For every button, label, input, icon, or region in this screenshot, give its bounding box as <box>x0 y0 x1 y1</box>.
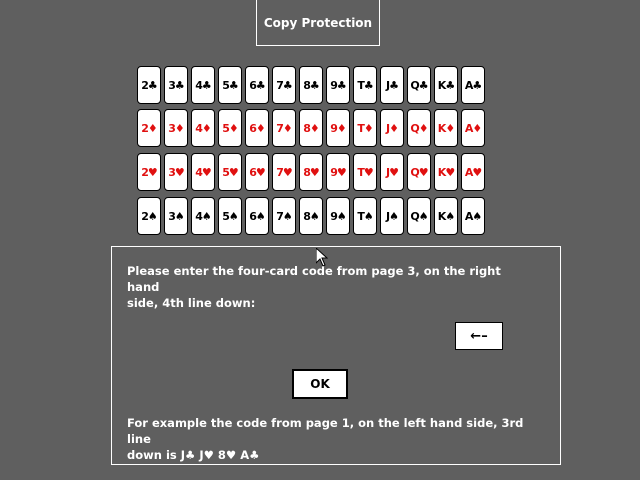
card-clubs-5[interactable]: 7♣ <box>272 66 296 104</box>
card-spades-1[interactable]: 3♠ <box>164 197 188 235</box>
card-diamonds-4[interactable]: 6♦ <box>245 109 269 147</box>
card-diamonds-5[interactable]: 7♦ <box>272 109 296 147</box>
card-clubs-11[interactable]: K♣ <box>434 66 458 104</box>
card-clubs-2[interactable]: 4♣ <box>191 66 215 104</box>
card-clubs-3[interactable]: 5♣ <box>218 66 242 104</box>
page-title: Copy Protection <box>256 0 380 46</box>
card-diamonds-6[interactable]: 8♦ <box>299 109 323 147</box>
card-hearts-9[interactable]: J♥ <box>380 153 404 191</box>
card-diamonds-11[interactable]: K♦ <box>434 109 458 147</box>
card-hearts-2[interactable]: 4♥ <box>191 153 215 191</box>
card-diamonds-7[interactable]: 9♦ <box>326 109 350 147</box>
card-diamonds-3[interactable]: 5♦ <box>218 109 242 147</box>
prompt-line-2: side, 4th line down: <box>127 296 256 310</box>
code-entry-dialog <box>111 246 561 465</box>
card-clubs-6[interactable]: 8♣ <box>299 66 323 104</box>
prompt-line-1: Please enter the four-card code from page 3, on the right hand <box>127 264 501 294</box>
card-spades-3[interactable]: 5♠ <box>218 197 242 235</box>
card-clubs-4[interactable]: 6♣ <box>245 66 269 104</box>
card-row-diamonds <box>137 109 488 149</box>
card-spades-12[interactable]: A♠ <box>461 197 485 235</box>
card-row-hearts <box>137 153 488 193</box>
card-spades-8[interactable]: T♠ <box>353 197 377 235</box>
card-spades-9[interactable]: J♠ <box>380 197 404 235</box>
card-hearts-1[interactable]: 3♥ <box>164 153 188 191</box>
example-text <box>127 415 537 463</box>
card-diamonds-12[interactable]: A♦ <box>461 109 485 147</box>
card-hearts-11[interactable]: K♥ <box>434 153 458 191</box>
card-hearts-4[interactable]: 6♥ <box>245 153 269 191</box>
card-hearts-0[interactable]: 2♥ <box>137 153 161 191</box>
ok-button[interactable]: OK <box>292 369 348 399</box>
card-spades-0[interactable]: 2♠ <box>137 197 161 235</box>
card-diamonds-8[interactable]: T♦ <box>353 109 377 147</box>
card-spades-7[interactable]: 9♠ <box>326 197 350 235</box>
card-diamonds-2[interactable]: 4♦ <box>191 109 215 147</box>
card-hearts-8[interactable]: T♥ <box>353 153 377 191</box>
card-diamonds-10[interactable]: Q♦ <box>407 109 431 147</box>
card-clubs-0[interactable]: 2♣ <box>137 66 161 104</box>
card-row-spades <box>137 197 488 237</box>
card-clubs-9[interactable]: J♣ <box>380 66 404 104</box>
card-hearts-6[interactable]: 8♥ <box>299 153 323 191</box>
example-line-1: For example the code from page 1, on the left hand side, 3rd line <box>127 416 524 446</box>
card-spades-5[interactable]: 7♠ <box>272 197 296 235</box>
prompt-text <box>127 263 537 311</box>
card-diamonds-1[interactable]: 3♦ <box>164 109 188 147</box>
card-clubs-12[interactable]: A♣ <box>461 66 485 104</box>
card-spades-2[interactable]: 4♠ <box>191 197 215 235</box>
card-diamonds-0[interactable]: 2♦ <box>137 109 161 147</box>
card-hearts-12[interactable]: A♥ <box>461 153 485 191</box>
card-spades-10[interactable]: Q♠ <box>407 197 431 235</box>
example-line-2: down is J♣ J♥ 8♥ A♣ <box>127 448 260 462</box>
card-hearts-3[interactable]: 5♥ <box>218 153 242 191</box>
card-hearts-10[interactable]: Q♥ <box>407 153 431 191</box>
card-spades-11[interactable]: K♠ <box>434 197 458 235</box>
card-diamonds-9[interactable]: J♦ <box>380 109 404 147</box>
card-spades-4[interactable]: 6♠ <box>245 197 269 235</box>
card-hearts-7[interactable]: 9♥ <box>326 153 350 191</box>
card-hearts-5[interactable]: 7♥ <box>272 153 296 191</box>
card-clubs-10[interactable]: Q♣ <box>407 66 431 104</box>
card-clubs-8[interactable]: T♣ <box>353 66 377 104</box>
card-clubs-1[interactable]: 3♣ <box>164 66 188 104</box>
card-spades-6[interactable]: 8♠ <box>299 197 323 235</box>
backspace-button[interactable]: ←– <box>455 322 503 350</box>
card-clubs-7[interactable]: 9♣ <box>326 66 350 104</box>
card-row-clubs <box>137 66 488 106</box>
